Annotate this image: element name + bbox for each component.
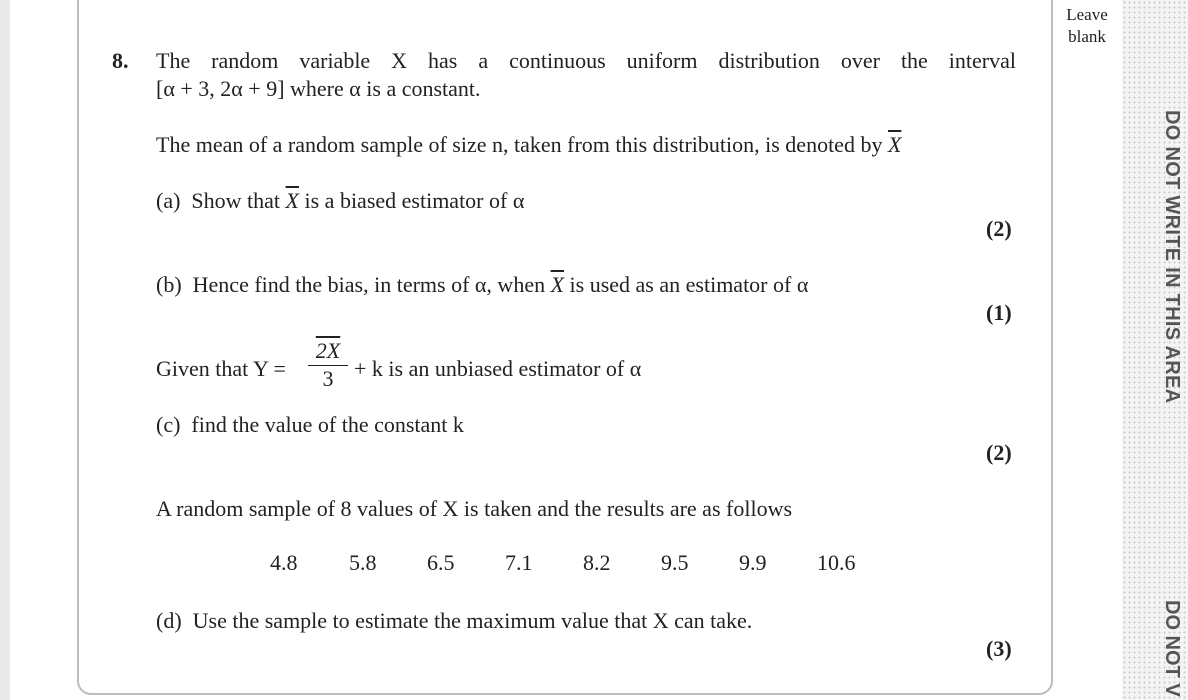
intro-line-2: [α + 3, 2α + 9] where α is a constant. <box>156 76 481 101</box>
question-number: 8. <box>112 48 129 73</box>
part-d-text: Use the sample to estimate the maximum value that X can take. <box>192 608 753 633</box>
given-text-before: Given that Y = <box>156 356 286 381</box>
xbar-symbol: $\overline{X}$ <box>887 132 902 157</box>
part-c-marks: (2) <box>986 440 1012 465</box>
leave-blank-line1: Leave <box>1066 5 1108 24</box>
part-b-text-after: is used as an estimator of α <box>569 272 809 297</box>
sample-value: 8.2 <box>583 550 611 575</box>
sample-value: 6.5 <box>427 550 455 575</box>
xbar-symbol: $\overline{X}$ <box>550 272 565 297</box>
sample-value: 9.5 <box>661 550 689 575</box>
part-b-text-before: Hence find the bias, in terms of α, when <box>192 272 546 297</box>
fraction-2xbar-over-3 <box>308 338 348 392</box>
mean-statement <box>156 132 901 158</box>
part-a-text-after: is a biased estimator of α <box>304 188 525 213</box>
mean-text: The mean of a random sample of size n, taken from this distribution, is denoted by <box>156 132 883 157</box>
sample-value: 7.1 <box>505 550 533 575</box>
leave-blank-line2: blank <box>1068 27 1106 46</box>
part-b <box>156 272 808 298</box>
given-text-after: + k is an unbiased estimator of α <box>354 356 642 381</box>
part-a-text-before: Show that <box>191 188 281 213</box>
part-d <box>156 608 752 634</box>
part-c <box>156 412 464 438</box>
fraction-denominator: 3 <box>322 366 334 391</box>
part-c-text: find the value of the constant k <box>191 412 464 437</box>
part-a <box>156 188 524 214</box>
sample-text: A random sample of 8 values of X is taken and the results are as follows <box>156 496 793 521</box>
part-b-marks: (1) <box>986 300 1012 325</box>
xbar-symbol: $\overline{X}$ <box>285 188 299 213</box>
sample-value: 5.8 <box>349 550 377 575</box>
part-c-label: (c) <box>156 412 181 437</box>
part-a-label: (a) <box>156 188 181 213</box>
left-page-edge <box>0 0 10 700</box>
do-not-write-text-cut: DO NOT V <box>1161 600 1183 697</box>
part-d-marks: (3) <box>986 636 1012 661</box>
part-d-label: (d) <box>156 608 182 633</box>
do-not-write-text: DO NOT WRITE IN THIS AREA <box>1161 110 1183 404</box>
leave-blank-label <box>1056 4 1118 48</box>
part-a-marks: (2) <box>986 216 1012 241</box>
fraction-numerator: 2X <box>315 338 341 363</box>
intro-line-1: The random variable X has a continuous uniform distribution over the interval <box>156 48 1016 73</box>
answer-frame <box>77 0 1053 695</box>
sample-value: 10.6 <box>817 550 856 575</box>
sample-value: 4.8 <box>270 550 298 575</box>
part-b-label: (b) <box>156 272 182 297</box>
sample-value: 9.9 <box>739 550 767 575</box>
